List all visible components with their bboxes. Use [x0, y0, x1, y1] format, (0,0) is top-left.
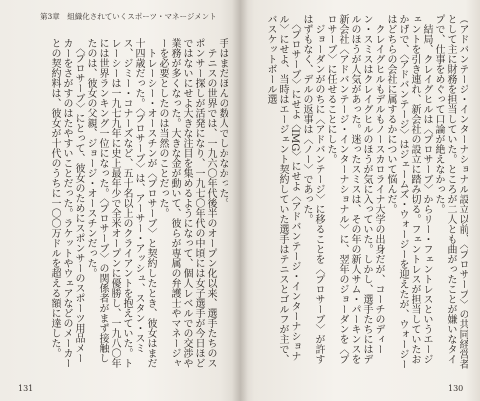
left-page-body — [20, 38, 228, 370]
paragraph: 手はまだほんの数人でしかなかった。 — [217, 38, 228, 208]
paragraph: トレーシー・オースチンが〈プロサーブ〉と契約したとき、彼女はまだ十四歳だった。〈プロサーブ〉は、アーサー・アッシュ、スタン・スミス、ジミー・コナーズなど、五十名以上のクライアントを抱えていた。トレーシーは一九七九年に史上最年少で全米オープンに優勝し、一九八〇年には世界ランキング一位になった。〈プロサーブ〉の関係者がまず接触したのは、彼女の父親、ジョージ・オースチンだった。 — [85, 38, 156, 368]
right-page-body — [262, 14, 468, 372]
paragraph: 〈プロサーブ〉にとって、彼女のためにスポンサーのスポーツ用品メーカーをさがすのはたやすいことだった。ラケットやウェアなどのメーカーとの契約料は、彼女が十代のうちに一〇〇万ドルを超える額に達した。 — [49, 38, 84, 368]
page-number-right: 130 — [448, 384, 464, 393]
paragraph: 〈プロサーブ〉にせよ〈IMG〉にせよ〈アドバンテージ・インターナショナル〉にせよ、当時はエージェント契約していた選手はテニスとゴルフが主で、バスケットボール選 — [265, 14, 300, 364]
page-number-left: 131 — [18, 384, 34, 393]
right-page — [240, 0, 480, 401]
paragraph: テニスの世界では、一九六〇年代後半のオープン化以来、選手たちのスポンサー探しが活発になり、一九七〇年代の中頃には女子選手が今日ほどではないにせよ大きな注目を集めるようになって、個人レベルでの交渉や業務が多くなった。大きな金が動いて、彼らが専属の弁護士やマネージャーを必要としたのは当然のことだった。 — [157, 38, 216, 368]
paragraph: （アドバンテージ・インターナショナル設立以前、〈プロサーブ〉の共同経営者として主に財務を担当していた。ところが二人とも曲がったことが嫌いなタイプで、仕事をめぐって口論が絶えなかった。 — [433, 14, 468, 369]
paragraph: クレイグヒルもデルもノースカロライナ大学の出身だが、コーチのディーン・スミスはクレイグヒルのほうが気に入っていた。しかし、選手たちにはデルのほうが人気があった。迷ったスミスは、その年の新人サム・パーキンスを新会社〈アドバンテージ・インターナショナル〉に、翌年のジョーダンを〈プロサーブ〉に任せることにした。 — [325, 14, 384, 364]
running-header: 第3章 組織化されていくスポーツ・マネージメント — [40, 12, 217, 21]
paragraph: 結局、クレイグヒルは〈プロサーブ〉からリー・フェントレスというエージェントを引き連れ、新会社の設立に踏み切る。フェントレスが担当していたおかげで、〈アドバンテージ〉はジェームズ・ウォージーを迎えたが、ウォージーはどちらの会社に属するかについて悩んだ。 — [385, 14, 432, 369]
paragraph: ジョーダンがのちに〈アドバンテージ〉に移ることを〈プロサーブ〉が許すはずもなく、デルの返事は〈ノー〉であった。 — [301, 14, 324, 364]
